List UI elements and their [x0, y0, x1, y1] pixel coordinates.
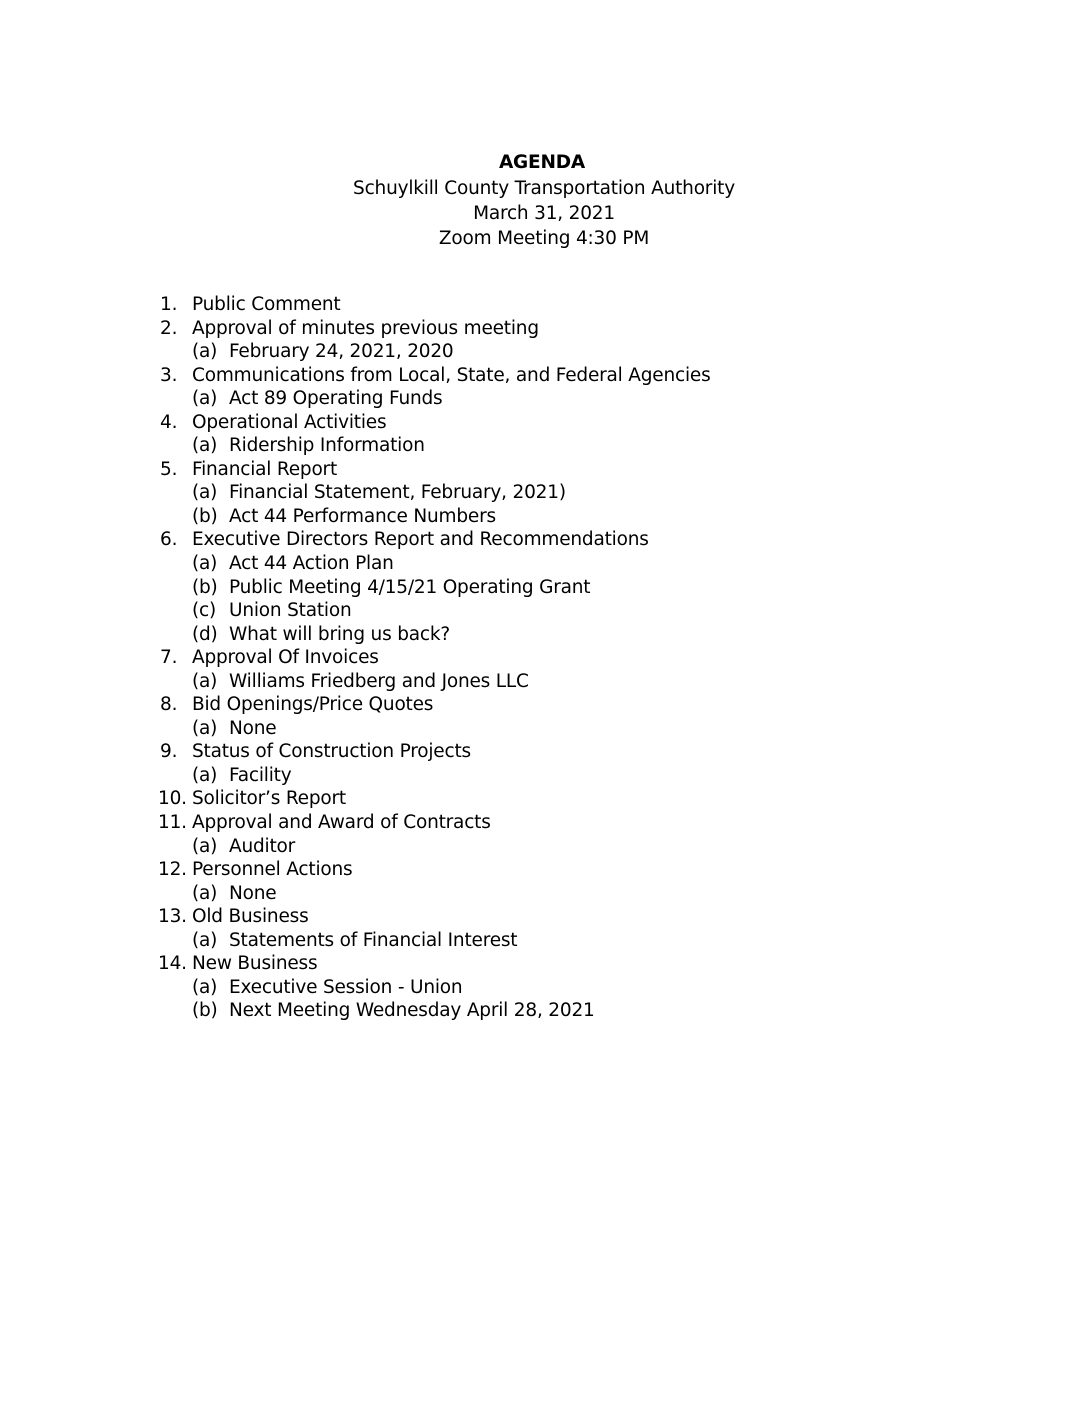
agenda-subitem-letter: (a) — [192, 435, 218, 457]
agenda-item-number: 1. — [160, 294, 178, 315]
agenda-item-text: Public Comment — [192, 294, 341, 315]
agenda-subitem-letter: (a) — [192, 388, 218, 410]
agenda-item — [158, 293, 1038, 317]
agenda-item-text: Approval Of Invoices — [192, 647, 379, 669]
agenda-subitem — [158, 929, 1038, 953]
agenda-subitem — [158, 976, 1038, 1000]
agenda-subitem-text: Next Meeting Wednesday April 28, 2021 — [229, 1000, 595, 1022]
agenda-item — [158, 740, 1038, 764]
agenda-item-text: Communications from Local, State, and Federal Agencies — [192, 364, 711, 386]
agenda-subitem-letter: (a) — [192, 835, 218, 857]
agenda-subitem-text: Union Station — [229, 600, 352, 622]
agenda-subitem-text: Facility — [229, 764, 292, 786]
agenda-item-text: Old Business — [192, 906, 309, 928]
agenda-subitem-letter: (a) — [192, 976, 218, 998]
agenda-subitem-letter: (a) — [192, 764, 218, 786]
agenda-title: AGENDA — [498, 152, 586, 173]
agenda-subitem-letter: (a) — [192, 341, 218, 363]
agenda-item-number: 2. — [160, 317, 178, 339]
agenda-subitem — [158, 835, 1038, 859]
agenda-item-number: 6. — [160, 529, 178, 551]
agenda-subitem-letter: (c) — [192, 600, 217, 622]
agenda-item-text: Executive Directors Report and Recommendations — [192, 529, 649, 551]
agenda-subitem-text: Williams Friedberg and Jones LLC — [229, 670, 529, 692]
agenda-item — [158, 646, 1038, 670]
agenda-subitem-text: None — [229, 717, 277, 739]
agenda-subitem-text: What will bring us back? — [229, 623, 450, 645]
agenda-item-number: 10. — [158, 788, 187, 810]
agenda-subitem-letter: (a) — [192, 553, 218, 575]
agenda-item-text: Approval of minutes previous meeting — [192, 317, 539, 339]
agenda-subitem-text: February 24, 2021, 2020 — [229, 341, 454, 363]
agenda-item-number: 5. — [160, 458, 178, 480]
agenda-subitem-text: Act 89 Operating Funds — [229, 388, 443, 410]
agenda-subitem — [158, 599, 1038, 623]
agenda-subitem-letter: (a) — [192, 929, 218, 951]
agenda-item-number: 14. — [158, 953, 187, 975]
agenda-subitem — [158, 764, 1038, 788]
agenda-subitem-text: Act 44 Action Plan — [229, 553, 394, 575]
agenda-subitem-text: Financial Statement, February, 2021) — [229, 482, 566, 504]
agenda-item-number: 11. — [158, 812, 187, 834]
agenda-item — [158, 811, 1038, 835]
agenda-item-number: 4. — [160, 411, 178, 433]
agenda-subitem — [158, 434, 1038, 458]
agenda-subitem-letter: (b) — [192, 505, 218, 527]
agenda-subitem — [158, 552, 1038, 576]
agenda-item — [158, 905, 1038, 929]
agenda-subitem-letter: (a) — [192, 482, 218, 504]
agenda-subitem-letter: (a) — [192, 882, 218, 904]
agenda-item-text: Operational Activities — [192, 411, 387, 433]
agenda-subitem-letter: (b) — [192, 576, 218, 598]
agenda-subitem-text: Act 44 Performance Numbers — [229, 505, 496, 527]
agenda-item — [158, 858, 1038, 882]
agenda-item-text: New Business — [192, 953, 318, 975]
agenda-item-text: Approval and Award of Contracts — [192, 812, 491, 834]
agenda-subitem-letter: (b) — [192, 1000, 218, 1022]
agenda-subitem — [158, 717, 1038, 741]
agenda-item-text: Bid Openings/Price Quotes — [192, 694, 434, 716]
agenda-item-number: 8. — [160, 694, 178, 716]
agenda-subitem — [158, 576, 1038, 600]
agenda-item — [158, 364, 1038, 388]
organization-name: Schuylkill County Transportation Authority — [353, 178, 735, 199]
agenda-subitem — [158, 999, 1038, 1023]
agenda-item-text: Financial Report — [192, 458, 338, 480]
agenda-item — [158, 693, 1038, 717]
agenda-subitem-text: Statements of Financial Interest — [229, 929, 518, 951]
agenda-subitem-text: Ridership Information — [229, 435, 425, 457]
agenda-item-number: 9. — [160, 741, 178, 763]
agenda-item — [158, 317, 1038, 341]
agenda-item-number: 3. — [160, 364, 178, 386]
agenda-item-text: Personnel Actions — [192, 859, 353, 881]
agenda-list — [158, 293, 1038, 1023]
meeting-date: March 31, 2021 — [473, 203, 615, 224]
agenda-subitem-text: Public Meeting 4/15/21 Operating Grant — [229, 576, 591, 598]
agenda-subitem-letter: (a) — [192, 670, 218, 692]
agenda-item-number: 7. — [160, 647, 178, 669]
agenda-subitem — [158, 505, 1038, 529]
agenda-subitem-letter: (a) — [192, 717, 218, 739]
agenda-item-text: Status of Construction Projects — [192, 741, 471, 763]
meeting-details: Zoom Meeting 4:30 PM — [438, 228, 650, 249]
agenda-subitem-text: None — [229, 882, 277, 904]
agenda-header — [0, 150, 1088, 251]
agenda-subitem-text: Executive Session - Union — [229, 976, 463, 998]
agenda-subitem — [158, 387, 1038, 411]
agenda-item-text: Solicitor’s Report — [192, 788, 346, 810]
agenda-item — [158, 458, 1038, 482]
agenda-item — [158, 528, 1038, 552]
agenda-item — [158, 787, 1038, 811]
agenda-item-number: 12. — [158, 859, 187, 881]
agenda-subitem-letter: (d) — [192, 623, 218, 645]
agenda-subitem — [158, 623, 1038, 647]
agenda-subitem — [158, 882, 1038, 906]
agenda-item-number: 13. — [158, 906, 187, 928]
agenda-subitem-text: Auditor — [229, 835, 296, 857]
agenda-subitem — [158, 670, 1038, 694]
agenda-item — [158, 952, 1038, 976]
agenda-subitem — [158, 340, 1038, 364]
agenda-subitem — [158, 481, 1038, 505]
agenda-item — [158, 411, 1038, 435]
